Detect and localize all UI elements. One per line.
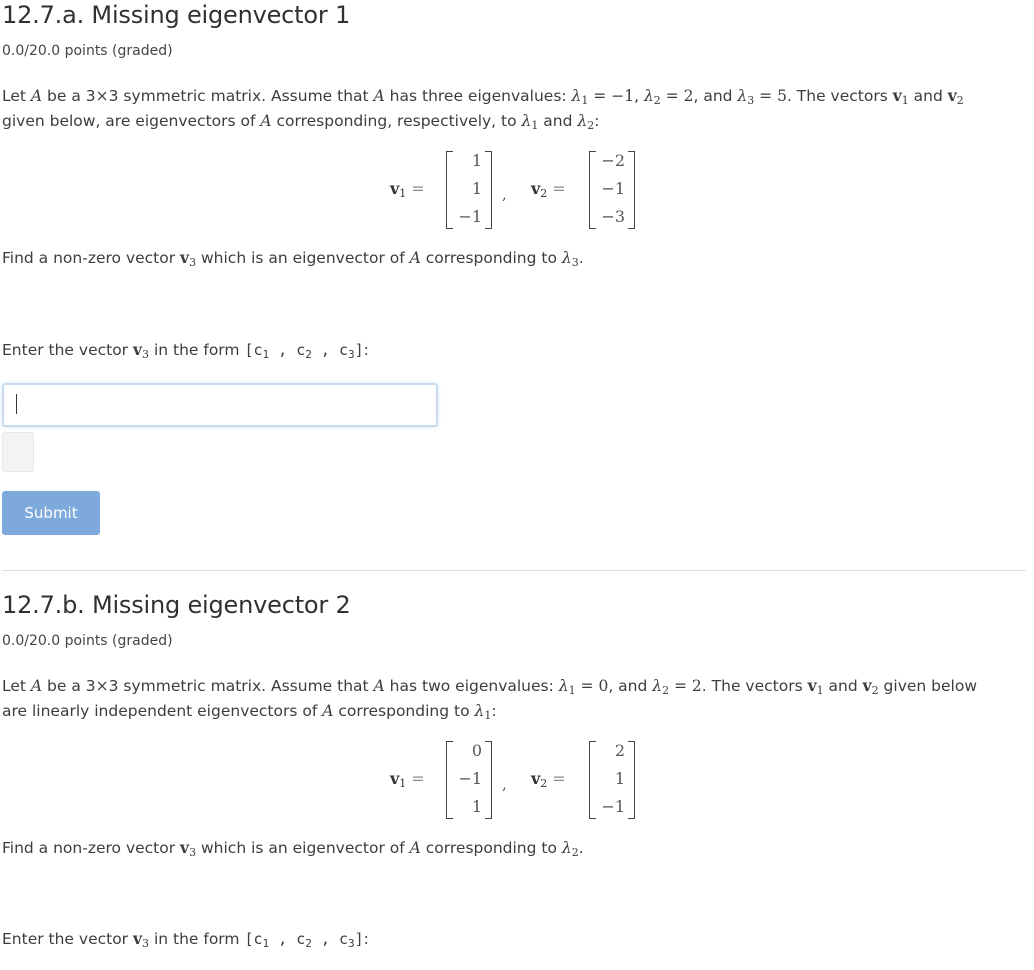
answer-preview-box	[2, 432, 34, 472]
problem-12-7-b	[2, 590, 1026, 950]
separator-comma: ,	[502, 185, 507, 203]
question-text: Find a non-zero vector $v_3$ which is an eigenvector of A corresponding to $\lambda_2$.	[2, 838, 584, 859]
submit-button[interactable]: Submit	[2, 491, 100, 535]
problem-title: 12.7.b. Missing eigenvector 2	[2, 591, 351, 619]
problem-statement: Let A be a 3×3 symmetric matrix. Assume that A has two eigenvalues: $\lambda_1 = 0$, and $\lambda_2 = 2$. The vectors $v_1$ and $v_2$ given below are linearly independent eigenvectors of A corresponding to $\lambda_1$:	[2, 676, 977, 722]
problem-statement: Let A be a 3×3 symmetric matrix. Assume that A has three eigenvalues: $\lambda_1 = -1$, $\lambda_2 = 2$, and $\lambda_3 = 5$. The vectors $v_1$ and $v_2$ given below, are eigenvectors of A corresponding, respectively, to $\lambda_1$ and $\lambda_2$:	[2, 86, 964, 132]
matrix-entry: 1	[471, 797, 482, 816]
matrix-entry: 2	[614, 741, 625, 760]
vector-v1-matrix	[446, 150, 492, 230]
matrix-entry: 0	[471, 741, 482, 760]
matrix-entry: −3	[601, 207, 625, 226]
matrix-entry: −2	[601, 151, 625, 170]
matrix-entry: 1	[471, 151, 482, 170]
matrix-entry: −1	[458, 207, 482, 226]
problem-12-7-a	[2, 0, 1026, 522]
question-text: Find a non-zero vector $v_3$ which is an eigenvector of A corresponding to $\lambda_3$.	[2, 248, 584, 269]
vector-label-v2: $v_2$ =	[531, 179, 566, 200]
vector-label-v1: $v_1$ =	[390, 769, 425, 790]
separator-comma: ,	[502, 775, 507, 793]
vector-label-v2: $v_2$ =	[531, 769, 566, 790]
vector-v2-matrix	[589, 740, 635, 820]
eigenvector-display	[2, 150, 1026, 234]
points-status: 0.0/20.0 points (graded)	[2, 43, 173, 59]
answer-prompt: Enter the vector $v_3$ in the form [$c_1$ , $c_2$ , $c_3$]:	[2, 340, 369, 361]
matrix-entry: 1	[614, 769, 625, 788]
section-divider	[2, 570, 1026, 571]
matrix-entry: −1	[601, 797, 625, 816]
eigenvector-display	[2, 740, 1026, 824]
matrix-entry: −1	[601, 179, 625, 198]
matrix-entry: −1	[458, 769, 482, 788]
vector-label-v1: $v_1$ =	[390, 179, 425, 200]
answer-input[interactable]	[2, 383, 438, 427]
answer-prompt: Enter the vector $v_3$ in the form [$c_1$ , $c_2$ , $c_3$]:	[2, 929, 369, 950]
matrix-entry: 1	[471, 179, 482, 198]
vector-v2-matrix	[589, 150, 635, 230]
vector-v1-matrix	[446, 740, 492, 820]
points-status: 0.0/20.0 points (graded)	[2, 633, 173, 649]
problem-title: 12.7.a. Missing eigenvector 1	[2, 1, 351, 29]
text-cursor	[16, 394, 17, 414]
